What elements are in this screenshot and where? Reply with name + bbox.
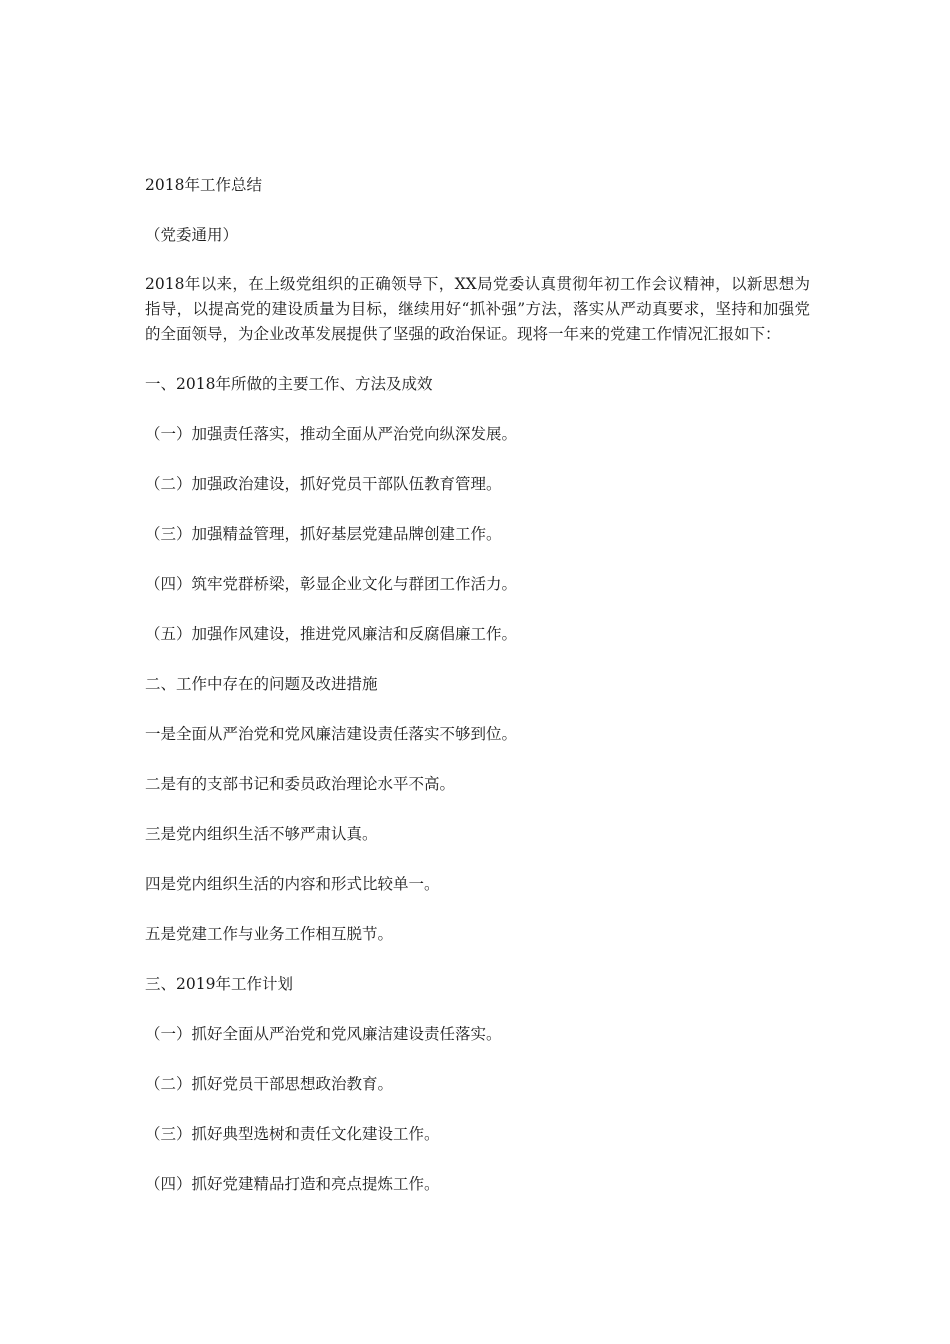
list-item: （三）加强精益管理，抓好基层党建品牌创建工作。	[145, 525, 502, 543]
list-item: 一是全面从严治党和党风廉洁建设责任落实不够到位。	[145, 725, 518, 743]
list-item: 三是党内组织生活不够严肃认真。	[145, 825, 378, 843]
list-item: （三）抓好典型选树和责任文化建设工作。	[145, 1125, 440, 1143]
section-heading-plan: 三、2019年工作计划	[145, 975, 293, 993]
list-item: （四）筑牢党群桥梁，彰显企业文化与群团工作活力。	[145, 575, 518, 593]
document-subtitle: （党委通用）	[145, 226, 239, 244]
section-heading-achievements: 一、2018年所做的主要工作、方法及成效	[145, 375, 433, 393]
list-item: （一）抓好全面从严治党和党风廉洁建设责任落实。	[145, 1025, 502, 1043]
section-heading-problems: 二、工作中存在的问题及改进措施	[145, 675, 378, 693]
document-title: 2018年工作总结	[145, 176, 262, 194]
list-item: （二）抓好党员干部思想政治教育。	[145, 1075, 394, 1093]
list-item: （一）加强责任落实，推动全面从严治党向纵深发展。	[145, 425, 518, 443]
list-item: （四）抓好党建精品打造和亮点提炼工作。	[145, 1175, 440, 1193]
intro-paragraph: 2018年以来，在上级党组织的正确领导下，XX局党委认真贯彻年初工作会议精神，以新思想为指导，以提高党的建设质量为目标，继续用好“抓补强”方法，落实从严动真要求，坚持和加强党的全面领导，为企业改革发展提供了坚强的政治保证。现将一年来的党建工作情况汇报如下：	[145, 275, 810, 343]
list-item: （五）加强作风建设，推进党风廉洁和反腐倡廉工作。	[145, 625, 518, 643]
list-item: 四是党内组织生活的内容和形式比较单一。	[145, 875, 440, 893]
list-item: 五是党建工作与业务工作相互脱节。	[145, 925, 394, 943]
document-body	[145, 172, 810, 1221]
list-item: 二是有的支部书记和委员政治理论水平不高。	[145, 775, 456, 793]
list-item: （二）加强政治建设，抓好党员干部队伍教育管理。	[145, 475, 502, 493]
